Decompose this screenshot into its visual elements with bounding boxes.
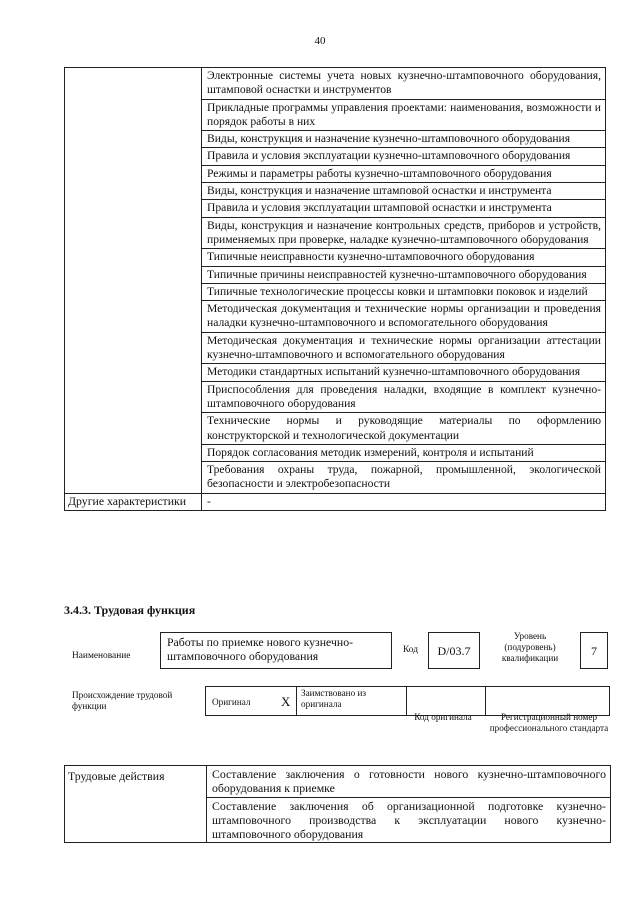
labour-action-item: Составление заключения об организационной подготовке кузнечно-штамповочного производства к эксплуатации нового кузнечно-штамповочного оборудования [207,797,611,843]
knowledge-label-cell [65,68,202,494]
page-number: 40 [314,35,326,47]
labour-actions-label: Трудовые действия [65,766,207,843]
qualification-level-label: Уровень (подуровень) квалификации [501,631,559,663]
knowledge-item: Электронные системы учета новых кузнечно-штамповочного оборудования, штамповой оснастки и инструментов [202,68,606,100]
knowledge-item: Приспособления для проведения наладки, входящие в комплект кузнечно-штамповочного оборудования [202,381,606,413]
knowledge-row [65,68,606,100]
function-code-field: D/03.7 [428,632,480,669]
knowledge-item: Правила и условия эксплуатации штамповой оснастки и инструмента [202,200,606,217]
other-characteristics-value: - [202,493,606,510]
knowledge-item: Типичные технологические процессы ковки и штамповки поковок и изделий [202,283,606,300]
knowledge-item: Правила и условия эксплуатации кузнечно-штамповочного оборудования [202,148,606,165]
knowledge-item: Режимы и параметры работы кузнечно-штамповочного оборудования [202,165,606,182]
borrowed-label: Заимствовано из оригинала [301,688,367,709]
knowledge-item: Методики стандартных испытаний кузнечно-штамповочного оборудования [202,364,606,381]
knowledge-item: Прикладные программы управления проектами: наименования, возможности и порядок работы в них [202,99,606,131]
labour-action-item: Составление заключения о готовности нового кузнечно-штамповочного оборудования к приемке [207,766,611,798]
knowledge-item: Типичные причины неисправностей кузнечно-штамповочного оборудования [202,266,606,283]
knowledge-item: Типичные неисправности кузнечно-штамповочного оборудования [202,249,606,266]
knowledge-item: Методическая документация и технические нормы организации аттестации кузнечно-штамповочного и вспомогательного оборудования [202,332,606,364]
qualification-level-field: 7 [580,632,608,669]
knowledge-item: Виды, конструкция и назначение кузнечно-штамповочного оборудования [202,131,606,148]
knowledge-item: Порядок согласования методик измерений, контроля и испытаний [202,444,606,461]
function-name-field: Работы по приемке нового кузнечно-штамповочного оборудования [160,632,392,669]
knowledge-item: Методическая документация и технические нормы организации и проведения наладки кузнечно-штамповочного и вспомогательного оборудования [202,301,606,333]
original-mark: X [281,694,291,709]
knowledge-item: Требования охраны труда, пожарной, промышленной, экологической безопасности и электробезопасности [202,462,606,494]
other-characteristics-label: Другие характеристики [65,493,202,510]
knowledge-item: Технические нормы и руководящие материалы по оформлению конструкторской и технологической документации [202,413,606,445]
action-row [65,766,611,798]
knowledge-item: Виды, конструкция и назначение контрольных средств, приборов и устройств, применяемых при проверке, наладке кузнечно-штамповочного оборудования [202,217,606,249]
section-heading: 3.4.3. Трудовая функция [64,603,196,617]
original-code-caption: Код оригинала [414,712,472,722]
registration-number-caption: Регистрационный номер профессионального стандарта [489,712,609,733]
other-characteristics-row [65,493,606,510]
labour-actions-table [64,765,611,843]
name-label: Наименование [72,651,131,661]
knowledge-item: Виды, конструкция и назначение штамповой оснастки и инструмента [202,183,606,200]
required-knowledge-table [64,67,606,511]
original-label: Оригинал [212,697,251,707]
code-label: Код [403,645,418,655]
origin-label: Происхождение трудовой функции [72,690,173,711]
